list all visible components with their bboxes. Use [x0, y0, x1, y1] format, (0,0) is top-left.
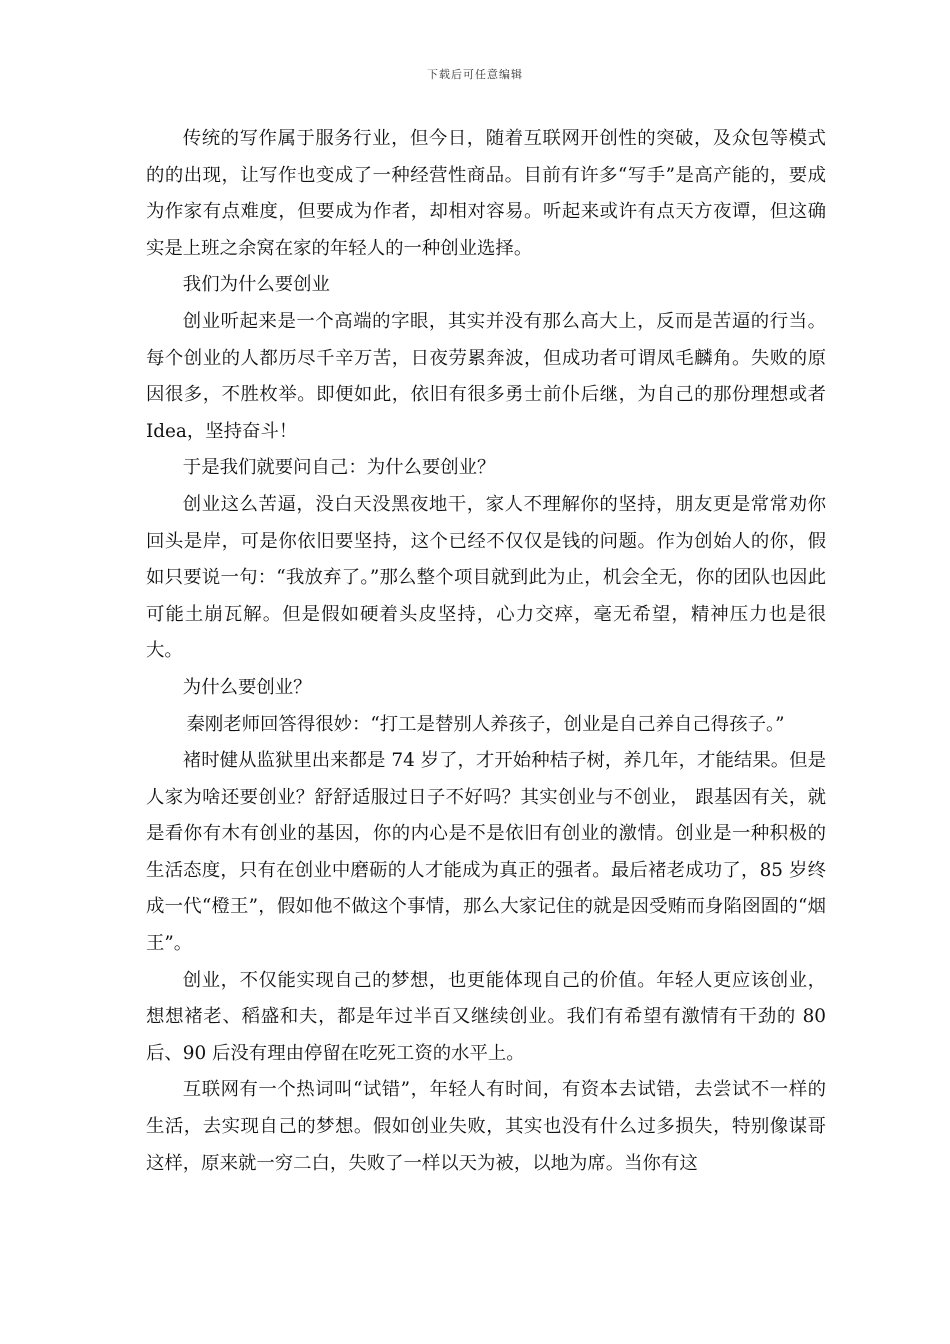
document-body	[146, 121, 826, 1182]
quote-paragraph: 秦刚老师回答得很妙：“打工是替别人养孩子，创业是自己养自己得孩子。”	[186, 713, 785, 735]
paragraph: 于是我们就要问自己：为什么要创业？	[182, 457, 496, 479]
paragraph: 创业，不仅能实现自己的梦想，也更能体现自己的价值。年轻人更应该创业，想想褚老、稻盛和夫，都是年过半百又继续创业。我们有希望有激情有干劲的 80 后、90 后没有理由停留在吃死工资的水平上。	[146, 969, 826, 1064]
paragraph: 互联网有一个热词叫“试错”，年轻人有时间，有资本去试错，去尝试不一样的生活，去实现自己的梦想。假如创业失败，其实也没有什么过多损失，特别像谋哥这样，原来就一穷二白，失败了一样以天为被，以地为席。当你有这	[146, 1079, 826, 1174]
section-heading: 我们为什么要创业	[182, 274, 330, 296]
paragraph: 创业听起来是一个高端的字眼，其实并没有那么高大上，反而是苦逼的行当。每个创业的人都历尽千辛万苦，日夜劳累奔波，但成功者可谓凤毛麟角。失败的原因很多，不胜枚举。即便如此，依旧有很多勇士前仆后继，为自己的那份理想或者 Idea，坚持奋斗！	[146, 310, 826, 442]
page-header: 下载后可任意编辑	[427, 68, 523, 81]
paragraph: 传统的写作属于服务行业，但今日，随着互联网开创性的突破，及众包等模式的的出现，让写作也变成了一种经营性商品。目前有许多“写手”是高产能的，要成为作家有点难度，但要成为作者，却相对容易。听起来或许有点天方夜谭，但这确实是上班之余窝在家的年轻人的一种创业选择。	[146, 128, 826, 259]
paragraph: 褚时健从监狱里出来都是 74 岁了，才开始种桔子树，养几年，才能结果。但是人家为啥还要创业？舒舒适服过日子不好吗？其实创业与不创业， 跟基因有关，就是看你有木有创业的基因，你的内心是不是依旧有创业的激情。创业是一种积极的生活态度，只有在创业中磨砺的人才能成为真正的强者。最后褚老成功了，85 岁终成一代“橙王”，假如他不做这个事情，那么大家记住的就是因受贿而身陷囹圄的“烟王”。	[146, 750, 826, 955]
paragraph: 创业这么苦逼，没白天没黑夜地干，家人不理解你的坚持，朋友更是常常劝你回头是岸，可是你依旧要坚持，这个已经不仅仅是钱的问题。作为创始人的你，假如只要说一句：“我放弃了。”那么整个项目就到此为止，机会全无，你的团队也因此可能土崩瓦解。但是假如硬着头皮坚持，心力交瘁，毫无希望，精神压力也是很大。	[146, 493, 826, 662]
paragraph: 为什么要创业？	[182, 676, 312, 698]
